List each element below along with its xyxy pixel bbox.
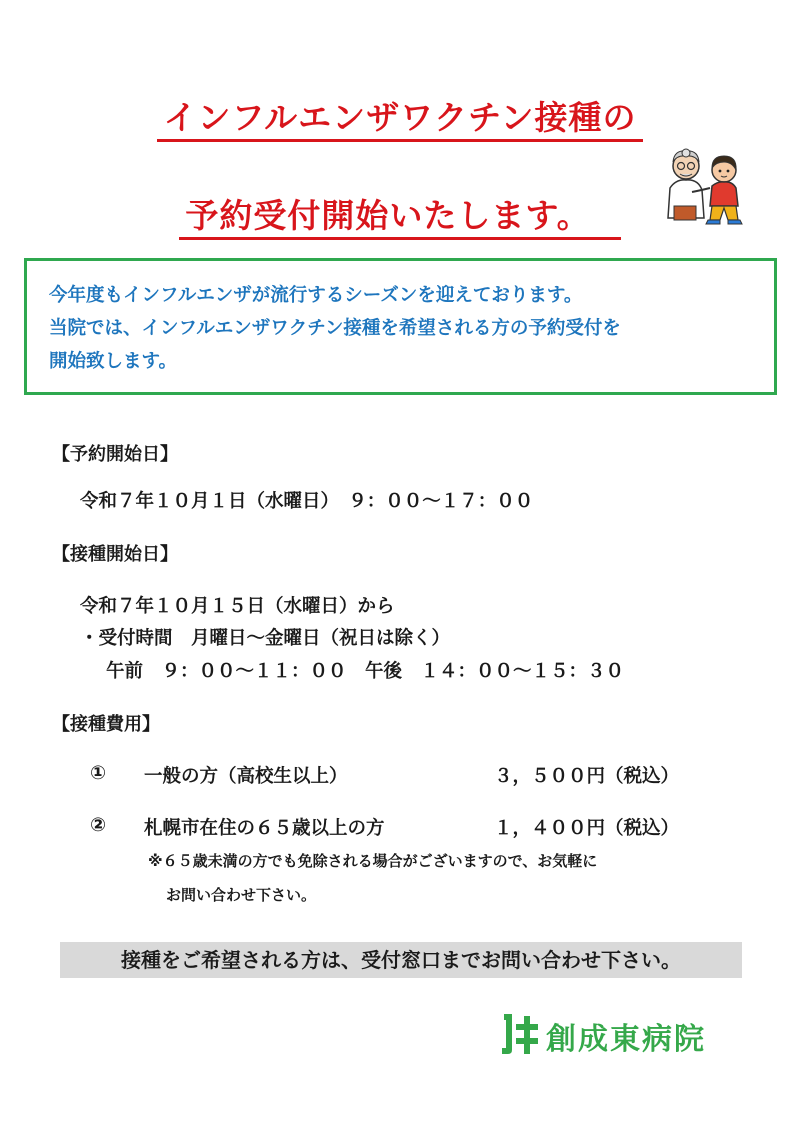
notice-line-1: 今年度もインフルエンザが流行するシーズンを迎えております。	[49, 285, 583, 306]
fee-label-2: 札幌市在住の６５歳以上の方	[144, 818, 385, 839]
reservation-heading: 【予約開始日】	[52, 444, 178, 465]
fee-price-2: １，４００円（税込）	[494, 818, 680, 839]
fee-note-line-1: ※６５歳未満の方でも免除される場合がございますので、お気軽に	[148, 852, 598, 870]
reception-hours-label: ・受付時間 月曜日～金曜日（祝日は除く）	[80, 628, 451, 649]
notice-box	[24, 258, 777, 395]
contact-message: 接種をご希望される方は、受付窓口までお問い合わせ下さい。	[60, 942, 742, 978]
fee-number-1: ①	[90, 762, 107, 784]
reception-hours: 午前 ９：００～１１：００ 午後 １４：００～１５：３０	[106, 661, 625, 682]
fees-heading: 【接種費用】	[52, 714, 160, 735]
notice-line-3: 開始致します。	[49, 351, 178, 372]
fee-price-1: ３，５００円（税込）	[494, 766, 680, 787]
title-line-2: 予約受付開始いたします。	[0, 190, 800, 237]
fee-note-line-2: お問い合わせ下さい。	[166, 886, 317, 904]
doctor-child-illustration	[662, 146, 744, 226]
fee-number-2: ②	[90, 814, 107, 836]
vaccination-heading: 【接種開始日】	[52, 544, 178, 565]
notice-line-2: 当院では、インフルエンザワクチン接種を希望される方の予約受付を	[49, 318, 621, 339]
title-line-1: インフルエンザワクチン接種の	[0, 92, 800, 139]
reservation-date: 令和７年１０月１日（水曜日） ９：００～１７：００	[80, 491, 534, 512]
hospital-name: 創成東病院	[546, 1022, 706, 1057]
vaccination-start: 令和７年１０月１５日（水曜日）から	[80, 596, 395, 617]
hospital-logo-icon	[500, 1010, 540, 1056]
fee-label-1: 一般の方（高校生以上）	[144, 766, 348, 787]
